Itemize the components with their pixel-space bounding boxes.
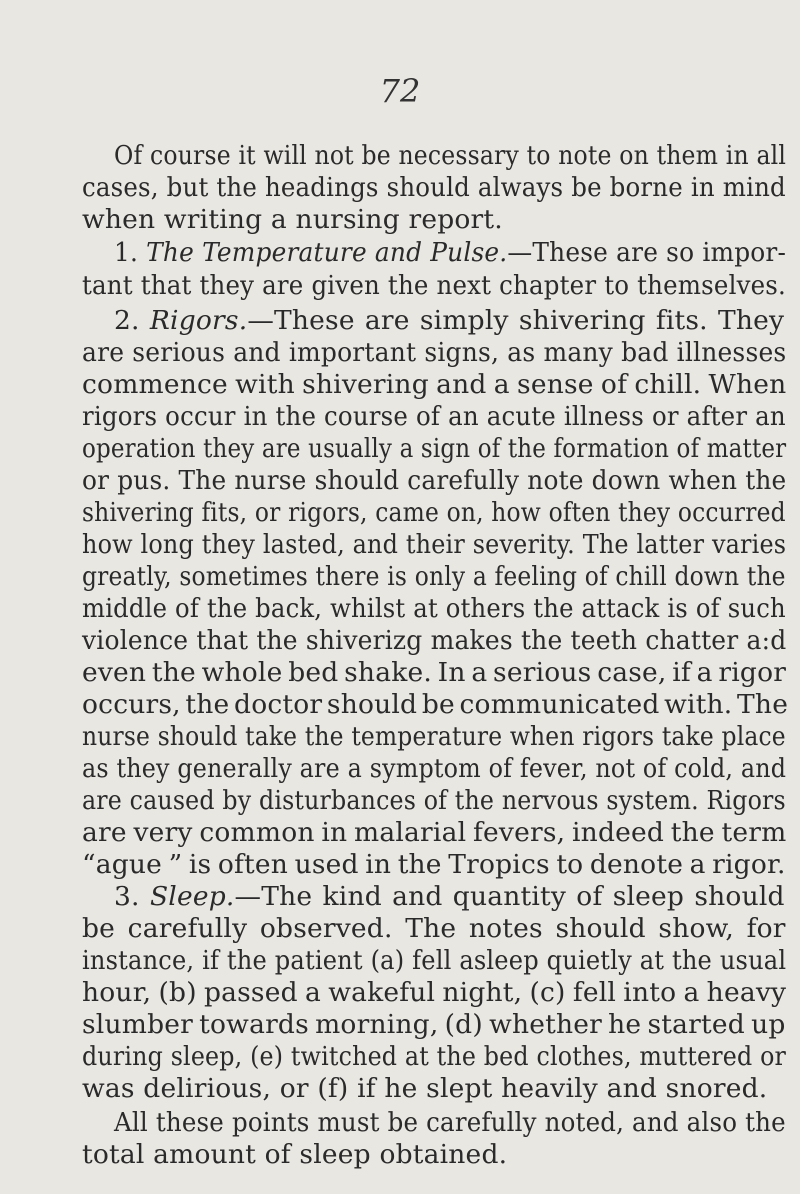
section-heading: Rigors. — [149, 305, 248, 336]
section-number: 3. — [114, 881, 150, 912]
text-line: slumber towards morning, (d) whether he started up — [82, 1009, 786, 1040]
section-text: —The kind and quantity of sleep should — [234, 881, 785, 912]
text-line: how long they lasted, and their severity. The latter varies — [82, 529, 787, 560]
text-line: tant that they are given the next chapter to themselves. — [82, 270, 786, 301]
text-line: rigors occur in the course of an acute illness or after an — [82, 401, 786, 432]
text-line: middle of the back, whilst at others the attack is of such — [82, 593, 786, 624]
text-line: “ague ” is often used in the Tropics to denote a rigor. — [82, 849, 786, 880]
text-line: when writing a nursing report. — [82, 204, 503, 235]
text-line: even the whole bed shake. In a serious case, if a rigor — [82, 657, 787, 688]
text-line: operation they are usually a sign of the formation of matter — [82, 433, 787, 464]
text-line — [114, 881, 785, 912]
section-text: —These are simply shivering fits. They — [247, 305, 785, 336]
text-line: or pus. The nurse should carefully note down when the — [82, 465, 787, 496]
text-line: cases, but the headings should always be borne in mind — [82, 172, 786, 203]
text-line: nurse should take the temperature when rigors take place — [82, 721, 786, 752]
text-line: violence that the shiverizg makes the teeth chatter a:d — [82, 625, 787, 656]
text-line: hour, (b) passed a wakeful night, (c) fell into a heavy — [82, 977, 787, 1008]
section-number: 1. — [114, 237, 147, 268]
text-line: are very common in malarial fevers, indeed the term — [82, 817, 787, 848]
text-line: total amount of sleep obtained. — [82, 1139, 508, 1170]
section-heading: Sleep. — [149, 881, 235, 912]
text-line: be carefully observed. The notes should show, for — [82, 913, 786, 944]
text-line: during sleep, (e) twitched at the bed clothes, muttered or — [82, 1041, 787, 1072]
section-heading: The Temperature and Pulse. — [146, 237, 508, 268]
text-line: commence with shivering and a sense of chill. When — [82, 369, 787, 400]
text-line: are serious and important signs, as many bad illnesses — [82, 337, 787, 368]
text-line: was delirious, or (f) if he slept heavily and snored. — [82, 1073, 768, 1104]
text-line: as they generally are a symptom of fever, not of cold, and — [82, 753, 787, 784]
section-text: —These are so impor- — [507, 237, 787, 268]
text-line: instance, if the patient (a) fell asleep quietly at the usual — [82, 945, 787, 976]
text-line — [114, 305, 784, 336]
section-number: 2. — [114, 305, 150, 336]
text-line: Of course it will not be necessary to note on them in all — [114, 140, 787, 171]
text-line: shivering fits, or rigors, came on, how often they occurred — [82, 497, 786, 528]
text-line: All these points must be carefully noted, and also the — [114, 1107, 786, 1138]
text-line: occurs, the doctor should be communicated with. The — [82, 689, 789, 720]
text-line: are caused by disturbances of the nervous system. Rigors — [82, 785, 786, 816]
page-number: 72 — [379, 72, 421, 110]
text-line — [114, 237, 786, 268]
text-line: greatly, sometimes there is only a feeling of chill down the — [82, 561, 786, 592]
